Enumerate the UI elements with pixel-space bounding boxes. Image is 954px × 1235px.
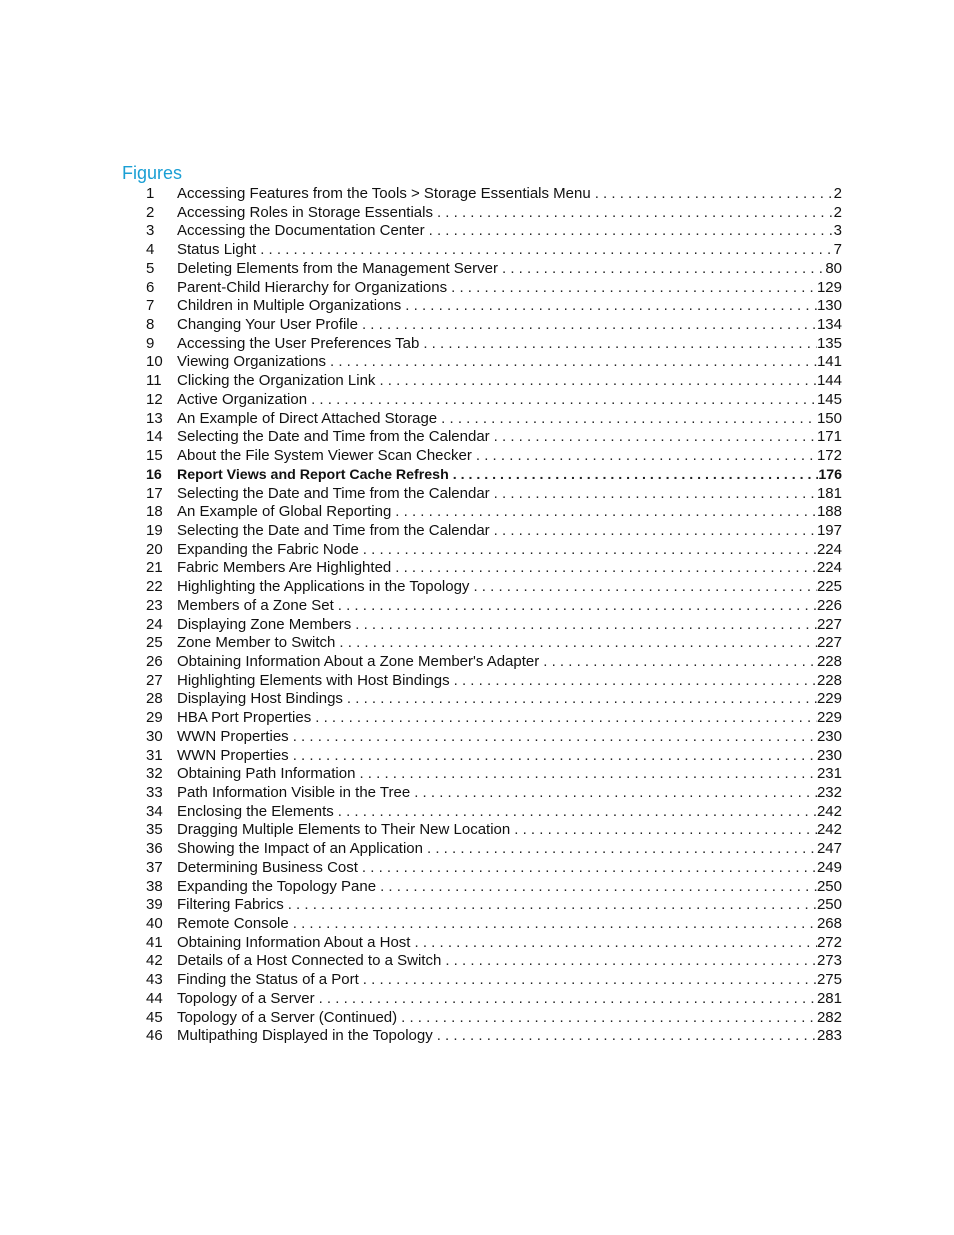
figure-entry[interactable]	[146, 335, 842, 354]
figure-entry[interactable]	[146, 1009, 842, 1028]
page-number-link[interactable]: 172	[816, 447, 842, 465]
figure-entry[interactable]	[146, 185, 842, 204]
dot-leader	[391, 559, 817, 578]
figure-title-link[interactable]: Accessing the User Preferences Tab	[177, 334, 420, 352]
figure-title-link[interactable]: Remote Console	[177, 915, 289, 933]
figure-title-link[interactable]: Highlighting Elements with Host Bindings	[177, 671, 450, 689]
dot-leader	[423, 840, 817, 859]
dot-leader	[469, 578, 817, 597]
page-number-link[interactable]: 283	[816, 1027, 842, 1045]
figure-entry[interactable]	[146, 690, 842, 709]
dot-leader	[450, 672, 817, 691]
figure-number: 37	[146, 858, 163, 876]
figure-entry[interactable]	[146, 353, 842, 372]
figure-number: 12	[146, 390, 163, 408]
figure-entry[interactable]	[146, 241, 842, 260]
figure-number: 40	[146, 915, 163, 933]
dot-leader	[256, 241, 833, 260]
dot-leader	[351, 616, 817, 635]
figure-entry[interactable]	[146, 597, 842, 616]
figure-entry[interactable]	[146, 934, 842, 953]
figure-number: 8	[146, 316, 155, 334]
page-number-link[interactable]: 231	[816, 765, 842, 783]
page-number-link[interactable]: 250	[816, 877, 842, 895]
figure-entry[interactable]	[146, 485, 842, 504]
page-number-link[interactable]: 141	[816, 353, 842, 371]
dot-leader	[359, 541, 817, 560]
figure-entry[interactable]	[146, 765, 842, 784]
page-number-link[interactable]: 224	[816, 540, 842, 558]
figure-title-link[interactable]: Active Organization	[177, 390, 308, 408]
figure-number: 42	[146, 952, 163, 970]
page-number-link[interactable]: 227	[816, 615, 842, 633]
figure-title-link[interactable]: Enclosing the Elements	[177, 802, 334, 820]
page-number-link[interactable]: 242	[816, 821, 842, 839]
page-number-link[interactable]: 272	[816, 933, 842, 951]
figure-number: 19	[146, 521, 163, 539]
dot-leader	[397, 1009, 817, 1028]
figure-entry[interactable]	[146, 728, 842, 747]
dot-leader	[289, 728, 817, 747]
page-number-link[interactable]: 247	[816, 840, 842, 858]
dot-leader	[359, 971, 817, 990]
figure-number: 14	[146, 428, 163, 446]
dot-leader	[437, 410, 817, 429]
figure-number: 29	[146, 709, 163, 727]
dot-leader	[449, 466, 819, 485]
figure-number: 45	[146, 1008, 163, 1026]
dot-leader	[315, 990, 817, 1009]
figure-entry[interactable]	[146, 616, 842, 635]
page-number-link[interactable]: 273	[816, 952, 842, 970]
figure-title-link[interactable]: Topology of a Server (Continued)	[177, 1008, 398, 1026]
figure-entry[interactable]	[146, 784, 842, 803]
dot-leader	[376, 878, 817, 897]
figure-title-link[interactable]: Obtaining Path Information	[177, 765, 356, 783]
figure-entry[interactable]	[146, 410, 842, 429]
dot-leader	[358, 316, 817, 335]
page-number-link[interactable]: 275	[816, 971, 842, 989]
figure-entry[interactable]	[146, 522, 842, 541]
figure-number: 34	[146, 802, 163, 820]
figure-title-link[interactable]: Clicking the Organization Link	[177, 372, 376, 390]
figure-number: 36	[146, 840, 163, 858]
dot-leader	[539, 653, 817, 672]
figure-entry[interactable]	[146, 971, 842, 990]
figure-entry[interactable]	[146, 709, 842, 728]
figure-title-link[interactable]: Fabric Members Are Highlighted	[177, 559, 392, 577]
figure-number: 26	[146, 652, 163, 670]
figure-number: 9	[146, 334, 155, 352]
figure-entry[interactable]	[146, 222, 842, 241]
page-number-link[interactable]: 268	[816, 915, 842, 933]
dot-leader	[343, 690, 817, 709]
figure-number: 2	[146, 203, 155, 221]
figure-entry[interactable]	[146, 297, 842, 316]
figure-title-link[interactable]: Displaying Host Bindings	[177, 690, 343, 708]
figure-entry[interactable]	[146, 428, 842, 447]
dot-leader	[326, 353, 817, 372]
figure-number: 33	[146, 784, 163, 801]
figures-list	[146, 185, 842, 1046]
page-number-link[interactable]: 232	[816, 784, 842, 801]
page-number-link[interactable]: 242	[816, 802, 842, 820]
figure-title-link[interactable]: About the File System Viewer Scan Checker	[177, 447, 472, 465]
figure-entry[interactable]	[146, 859, 842, 878]
dot-leader	[410, 784, 817, 803]
dot-leader	[375, 372, 817, 391]
dot-leader	[490, 485, 817, 504]
page-number-link[interactable]: 228	[816, 652, 842, 670]
figure-number: 41	[146, 933, 163, 951]
figure-title-link[interactable]: Obtaining Information About a Zone Member's Adapter	[177, 652, 540, 670]
figure-entry[interactable]	[146, 260, 842, 279]
figure-entry[interactable]	[146, 915, 842, 934]
dot-leader	[289, 747, 817, 766]
figure-number: 10	[146, 353, 163, 371]
figure-number: 24	[146, 615, 163, 633]
page-number-link[interactable]: 130	[816, 297, 842, 315]
figure-title-link[interactable]: Selecting the Date and Time from the Calendar	[177, 521, 490, 539]
figure-number: 11	[146, 372, 162, 390]
dot-leader	[410, 934, 816, 953]
figure-title-link[interactable]: An Example of Global Reporting	[177, 503, 392, 521]
figure-title-link[interactable]: Accessing Features from the Tools > Storage Essentials Menu	[177, 185, 591, 202]
figure-number: 15	[146, 447, 163, 465]
figure-entry[interactable]	[146, 503, 842, 522]
dot-leader	[425, 222, 834, 241]
page-number-link[interactable]: 176	[818, 466, 842, 483]
figure-number: 31	[146, 746, 163, 764]
figure-entry[interactable]	[146, 316, 842, 335]
page-number-link[interactable]: 150	[816, 409, 842, 427]
dot-leader	[311, 709, 817, 728]
figure-number: 39	[146, 896, 163, 914]
figure-title-link[interactable]: Expanding the Topology Pane	[177, 877, 377, 895]
figure-title-link[interactable]: Topology of a Server	[177, 989, 315, 1007]
dot-leader	[307, 391, 817, 410]
figure-title-link[interactable]: Determining Business Cost	[177, 858, 358, 876]
figure-title-link[interactable]: HBA Port Properties	[177, 709, 312, 727]
page-number-link[interactable]: 250	[816, 896, 842, 914]
figure-number: 22	[146, 578, 163, 596]
dot-leader	[472, 447, 817, 466]
figure-number: 3	[146, 222, 155, 240]
figure-entry[interactable]	[146, 840, 842, 859]
figure-entry[interactable]	[146, 559, 842, 578]
page-number-link[interactable]: 281	[816, 989, 842, 1007]
dot-leader	[490, 522, 817, 541]
figure-title-link[interactable]: Accessing Roles in Storage Essentials	[177, 203, 433, 221]
page-number-link[interactable]: 229	[816, 709, 842, 727]
figure-title-link[interactable]: Expanding the Fabric Node	[177, 540, 359, 558]
dot-leader	[334, 803, 817, 822]
dot-leader	[447, 279, 817, 298]
dot-leader	[441, 952, 817, 971]
section-heading: Figures	[122, 163, 183, 183]
dot-leader	[401, 297, 817, 316]
page-number-link[interactable]: 197	[816, 521, 842, 539]
dot-leader	[433, 204, 834, 223]
figure-number: 46	[146, 1027, 163, 1045]
page-number-link[interactable]: 226	[816, 596, 842, 614]
figure-number: 38	[146, 877, 163, 895]
page-number-link[interactable]: 145	[816, 390, 842, 408]
page-number-link[interactable]: 228	[816, 671, 842, 689]
figure-number: 18	[146, 503, 163, 521]
page-number-link[interactable]: 224	[816, 559, 842, 577]
figure-title-link[interactable]: Obtaining Information About a Host	[177, 933, 411, 951]
dot-leader	[391, 503, 817, 522]
figure-title-link[interactable]: Children in Multiple Organizations	[177, 297, 402, 315]
figure-entry[interactable]	[146, 803, 842, 822]
figure-entry[interactable]	[146, 204, 842, 223]
page-number-link[interactable]: 230	[816, 727, 842, 745]
dot-leader	[284, 896, 817, 915]
figure-title-link[interactable]: Selecting the Date and Time from the Calendar	[177, 428, 490, 446]
figure-title-link[interactable]: Details of a Host Connected to a Switch	[177, 952, 442, 970]
page-number-link[interactable]: 3	[833, 222, 842, 240]
page-number-link[interactable]: 144	[816, 372, 842, 390]
figure-title-link[interactable]: Multipathing Displayed in the Topology	[177, 1027, 433, 1045]
figure-title-link[interactable]: Dragging Multiple Elements to Their New Location	[177, 821, 511, 839]
figure-entry[interactable]	[146, 447, 842, 466]
figure-number: 16	[146, 466, 162, 483]
dot-leader	[289, 915, 817, 934]
figure-entry[interactable]	[146, 279, 842, 298]
figure-number: 35	[146, 821, 163, 839]
figure-number: 27	[146, 671, 163, 689]
figure-entry[interactable]	[146, 391, 842, 410]
dot-leader	[433, 1027, 817, 1046]
figure-entry[interactable]	[146, 821, 842, 840]
figure-title-link[interactable]: Parent-Child Hierarchy for Organizations	[177, 278, 448, 296]
page-number-link[interactable]: 2	[833, 203, 842, 221]
page-number-link[interactable]: 249	[816, 858, 842, 876]
dot-leader	[335, 634, 817, 653]
figure-entry[interactable]	[146, 541, 842, 560]
figure-title-link[interactable]: An Example of Direct Attached Storage	[177, 409, 438, 427]
dot-leader	[334, 597, 817, 616]
figure-title-link[interactable]: WWN Properties	[177, 746, 289, 764]
dot-leader	[358, 859, 817, 878]
figure-title-link[interactable]: Highlighting the Applications in the Topology	[177, 578, 470, 596]
figure-number: 5	[146, 259, 155, 277]
figure-title-link[interactable]: Showing the Impact of an Application	[177, 840, 423, 858]
figure-entry[interactable]	[146, 990, 842, 1009]
page-number-link[interactable]: 134	[816, 316, 842, 334]
figure-title-link[interactable]: Finding the Status of a Port	[177, 971, 359, 989]
figure-title-link[interactable]: Zone Member to Switch	[177, 634, 336, 652]
figure-entry[interactable]	[146, 578, 842, 597]
figure-entry[interactable]	[146, 952, 842, 971]
page-number-link[interactable]: 229	[816, 690, 842, 708]
dot-leader	[510, 821, 817, 840]
figure-number: 17	[146, 484, 163, 502]
figure-number: 32	[146, 765, 163, 783]
figure-entry[interactable]	[146, 653, 842, 672]
page-number-link[interactable]: 282	[816, 1008, 842, 1026]
figure-title-link[interactable]: Status Light	[177, 241, 257, 259]
page-number-link[interactable]: 181	[816, 484, 842, 502]
page-number-link[interactable]: 230	[816, 746, 842, 764]
figure-title-link[interactable]: Viewing Organizations	[177, 353, 326, 371]
figure-title-link[interactable]: Changing Your User Profile	[177, 316, 358, 334]
figure-entry[interactable]	[146, 634, 842, 653]
dot-leader	[498, 260, 825, 279]
dot-leader	[591, 185, 834, 204]
figure-title-link[interactable]: Deleting Elements from the Management Server	[177, 259, 498, 277]
figure-number: 30	[146, 727, 163, 745]
page-number-link[interactable]: 135	[816, 334, 842, 352]
figure-number: 20	[146, 540, 163, 558]
figure-number: 25	[146, 634, 163, 652]
page-number-link[interactable]: 2	[833, 185, 842, 202]
figure-number: 6	[146, 278, 155, 296]
figure-number: 21	[146, 559, 163, 577]
figure-entry[interactable]	[146, 747, 842, 766]
figure-number: 13	[146, 409, 163, 427]
dot-leader	[490, 428, 817, 447]
page-number-link[interactable]: 80	[825, 259, 842, 277]
page-number-link[interactable]: 7	[833, 241, 842, 259]
page-number-link[interactable]: 171	[816, 428, 842, 446]
figure-title-link[interactable]: Path Information Visible in the Tree	[177, 784, 411, 801]
page-number-link[interactable]: 225	[816, 578, 842, 596]
figure-number: 4	[146, 241, 155, 259]
figure-title-link[interactable]: WWN Properties	[177, 727, 289, 745]
figure-title-link[interactable]: Accessing the Documentation Center	[177, 222, 425, 240]
figure-number: 44	[146, 989, 163, 1007]
figure-entry[interactable]	[146, 878, 842, 897]
figure-title-link[interactable]: Members of a Zone Set	[177, 596, 334, 614]
figure-number: 43	[146, 971, 163, 989]
figure-entry[interactable]	[146, 466, 842, 485]
figure-entry[interactable]	[146, 372, 842, 391]
dot-leader	[419, 335, 817, 354]
figure-title-link[interactable]: Displaying Zone Members	[177, 615, 352, 633]
page-number-link[interactable]: 188	[816, 503, 842, 521]
page-number-link[interactable]: 129	[816, 278, 842, 296]
figure-entry[interactable]	[146, 1027, 842, 1046]
dot-leader	[355, 765, 817, 784]
figure-number: 23	[146, 596, 163, 614]
page-number-link[interactable]: 227	[816, 634, 842, 652]
figure-entry[interactable]	[146, 896, 842, 915]
figure-title-link[interactable]: Report Views and Report Cache Refresh	[177, 466, 449, 483]
figure-entry[interactable]	[146, 672, 842, 691]
figure-number: 1	[146, 185, 155, 202]
figure-title-link[interactable]: Filtering Fabrics	[177, 896, 284, 914]
figure-number: 7	[146, 297, 155, 315]
figure-number: 28	[146, 690, 163, 708]
figure-title-link[interactable]: Selecting the Date and Time from the Calendar	[177, 484, 490, 502]
